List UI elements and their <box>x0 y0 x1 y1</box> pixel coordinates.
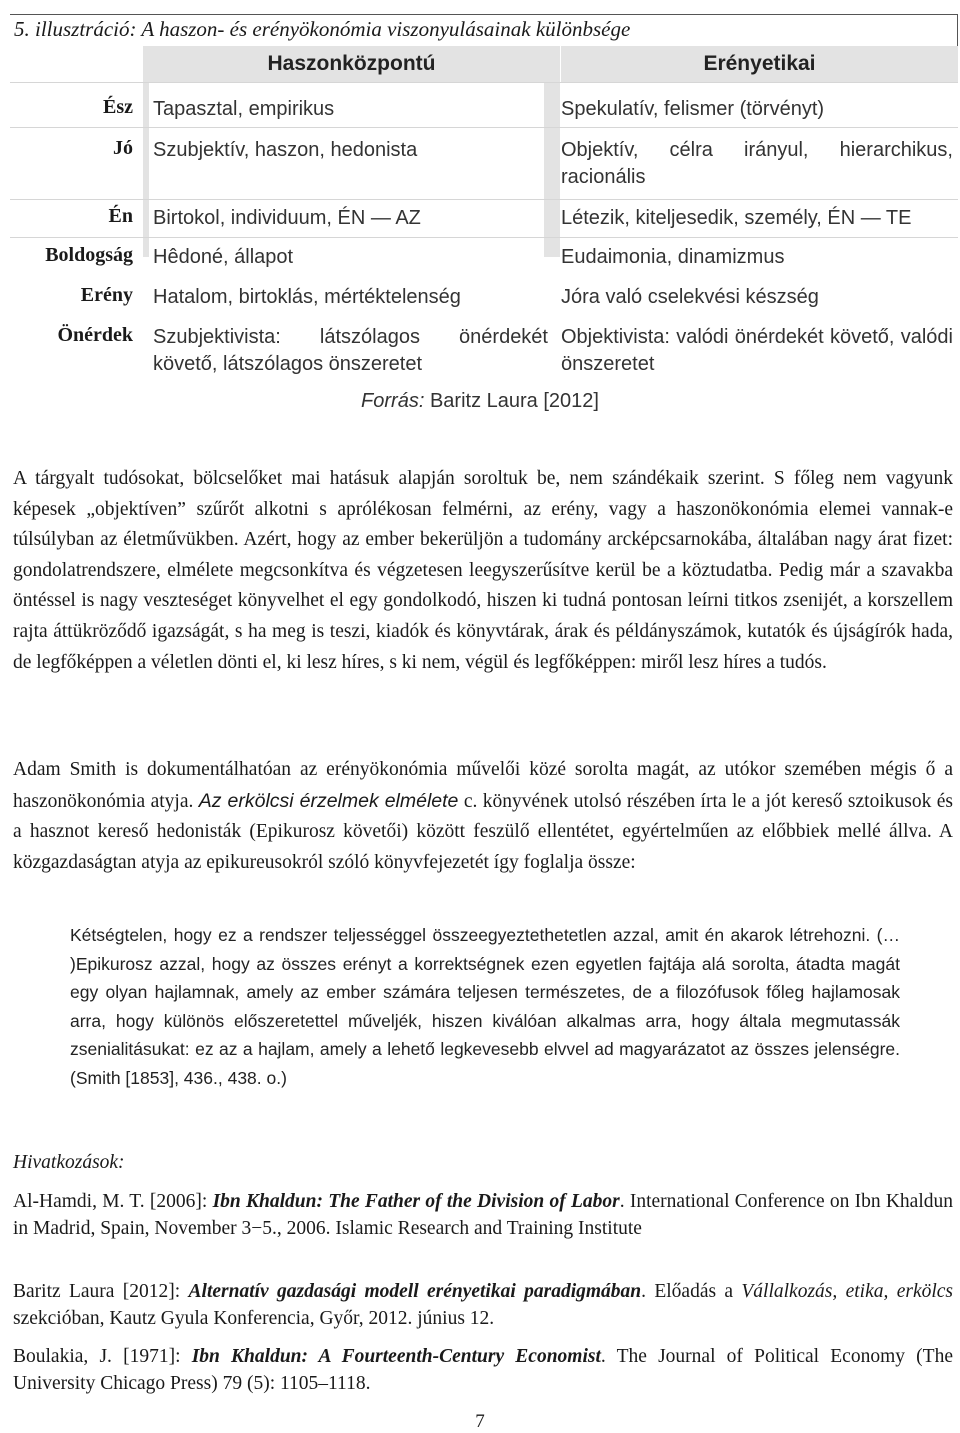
cell-boldogsag-erenyetikai: Eudaimonia, dinamizmus <box>561 246 785 268</box>
ref-details: szekcióban, Kautz Gyula Konferencia, Győr, 2012. június 12. <box>13 1308 495 1329</box>
ref-title: Ibn Khaldun: A Fourteenth-Century Economist <box>191 1346 601 1367</box>
ref-details: . The Journal of Political Economy (The University Chicago Press) 79 (5): 1105–1118. <box>13 1346 953 1394</box>
row-label-onerdek: Önérdek <box>57 324 133 346</box>
quote-text: Kétségtelen, hogy ez a rendszer teljességgel összeegyeztethetetlen azzal, amit én akarok létrehozni. (… )Epikurosz azzal, hogy az összes erényt a korrektségnek ezen egyetlen fajtája alá sorolta, átadta magát egy olyan hajlamnak, amely az ember számára teljesen természetes, de a filozófusok főleg hajlamosak arra, hogy különös előszeretettel műveljék, hiszen kiválóan alkalmas arra, hogy általa megmutassák zsenialitásukat: ez az a hajlam, amely a lehető legkevesebb elvvel ad magyarázatot az összes jelenségre.(Smith [1853], 436., 438. o.) <box>70 925 900 1088</box>
shade-decoration <box>143 83 149 257</box>
cell-jo-haszon: Szubjektív, haszon, hedonista <box>153 139 418 161</box>
cell-esz-erenyetikai: Spekulatív, felismer (törvényt) <box>561 98 825 120</box>
header-haszon-text: Haszonközpontú <box>267 52 436 75</box>
ref-details: . International Conference on Ibn Khaldun in Madrid, Spain, November 3−5., 2006. Islamic Research and Training Institute <box>13 1191 954 1239</box>
reference-item <box>13 1343 953 1397</box>
cell-esz-haszon: Tapasztal, empirikus <box>153 98 335 120</box>
cell-en-erenyetikai: Létezik, kiteljesedik, személy, ÉN — TE <box>561 207 912 229</box>
paragraph-text: A tárgyalt tudósokat, bölcselőket mai hatásuk alapján soroltuk be, nem szándékaik szerint. S főleg nem vagyunk képesek „objektíven” szűrőt alkotni s aprólékosan felmérni, az erény, vagy a haszonökonómia elemei vannak-e túlsúlyban az életművükben. Azért, hogy az ember bekerüljön a tudomány arcképcsarnokába, általában nagy árat fizet: gondolatrendszere, elmélete megcsonkítva és végzetesen leegyszerűsítve kerül be a köztudatba. Pedig már a szavakba öntéssel is nagy veszteséget könyvelhet el egy gondolkodó, hiszen ki tudná pontosan leírni titkos zsenijét, a korszellem rajta áttükröződő igazságát, s ha meg is teszi, kiadók és könyvtárak, árak és példányszámok, kutatók és újságírók hada, de legfőképpen a véletlen dönti el, ki lesz híres, s ki nem, végül és legfőképpen: miről lesz híres a tudós. <box>13 468 953 673</box>
source-text: Baritz Laura [2012] <box>429 390 599 412</box>
comparison-table <box>10 46 958 386</box>
row-label-ereny: Erény <box>80 284 133 306</box>
cell-en-haszon: Birtokol, individuum, ÉN — AZ <box>153 207 421 229</box>
smith-part2: c. könyvének utolsó részében írta le a jót kereső sztoikusok és a hasznot kereső hedonisták (Epikurosz követői) között feszülő ellentétet, egyértelműen az előbbiek mellé állva. A közgazdaságtan atyja az epikureusokról szóló könyvfejezetét így foglalja össze: <box>13 790 954 873</box>
row-label-esz: Ész <box>103 96 133 118</box>
reference-item <box>13 1278 953 1332</box>
ref-author: Baritz Laura [2012]: <box>13 1281 189 1302</box>
smith-paragraph-text <box>13 755 953 878</box>
ref-mid: . Előadás a <box>641 1281 742 1302</box>
ref-title: Ibn Khaldun: The Father of the Division of Labor <box>212 1191 620 1212</box>
smith-book-title: Az erkölcsi érzelmek elmélete <box>198 789 459 812</box>
table-rule <box>10 237 958 238</box>
ref-author: Al-Hamdi, M. T. [2006]: <box>13 1191 213 1212</box>
smith-paragraph <box>13 755 953 878</box>
page-number: 7 <box>475 1411 485 1432</box>
table-header-haszon <box>143 46 560 82</box>
references-heading: Hivatkozások: <box>13 1152 125 1173</box>
row-label-boldogsag: Boldogság <box>45 244 133 266</box>
block-quote <box>70 921 900 1092</box>
cell-ereny-haszon: Hatalom, birtoklás, mértéktelenség <box>153 286 461 308</box>
table-header-erenyetikai <box>561 46 958 82</box>
row-label-jo: Jó <box>113 137 133 159</box>
cell-onerdek-haszon: Szubjektivista: látszólagos önérdekét követő, látszólagos önszeretet <box>153 326 548 375</box>
smith-part1: Adam Smith is dokumentálhatóan az erényökonómia művelői közé sorolta magát, az utókor szemében mégis ő a haszonökonómia atyja. <box>13 759 953 812</box>
body-paragraph <box>13 464 953 678</box>
ref-title: Alternatív gazdasági modell erényetikai paradigmában <box>188 1281 642 1302</box>
ref-section: Vállalkozás, etika, erkölcs <box>741 1281 954 1302</box>
source-label: Forrás: <box>361 390 425 412</box>
reference-item <box>13 1188 953 1242</box>
cell-jo-erenyetikai: Objektív, célra irányul, hierarchikus, racionális <box>561 139 953 188</box>
header-erenyetikai-text: Erényetikai <box>703 52 816 75</box>
ref-author: Boulakia, J. [1971]: <box>13 1346 192 1367</box>
table-rule <box>10 199 958 200</box>
row-label-en: Én <box>108 205 133 227</box>
cell-boldogsag-haszon: Hêdoné, állapot <box>153 246 294 268</box>
table-source <box>0 390 960 413</box>
figure-caption: 5. illusztráció: A haszon- és erényökonómia viszonyulásainak különbsége <box>10 14 958 48</box>
table-rule <box>10 82 958 83</box>
cell-ereny-erenyetikai: Jóra való cselekvési készség <box>561 286 819 308</box>
cell-onerdek-erenyetikai: Objektivista: valódi önérdekét követő, valódi önszeretet <box>561 326 953 375</box>
table-rule <box>10 127 958 128</box>
